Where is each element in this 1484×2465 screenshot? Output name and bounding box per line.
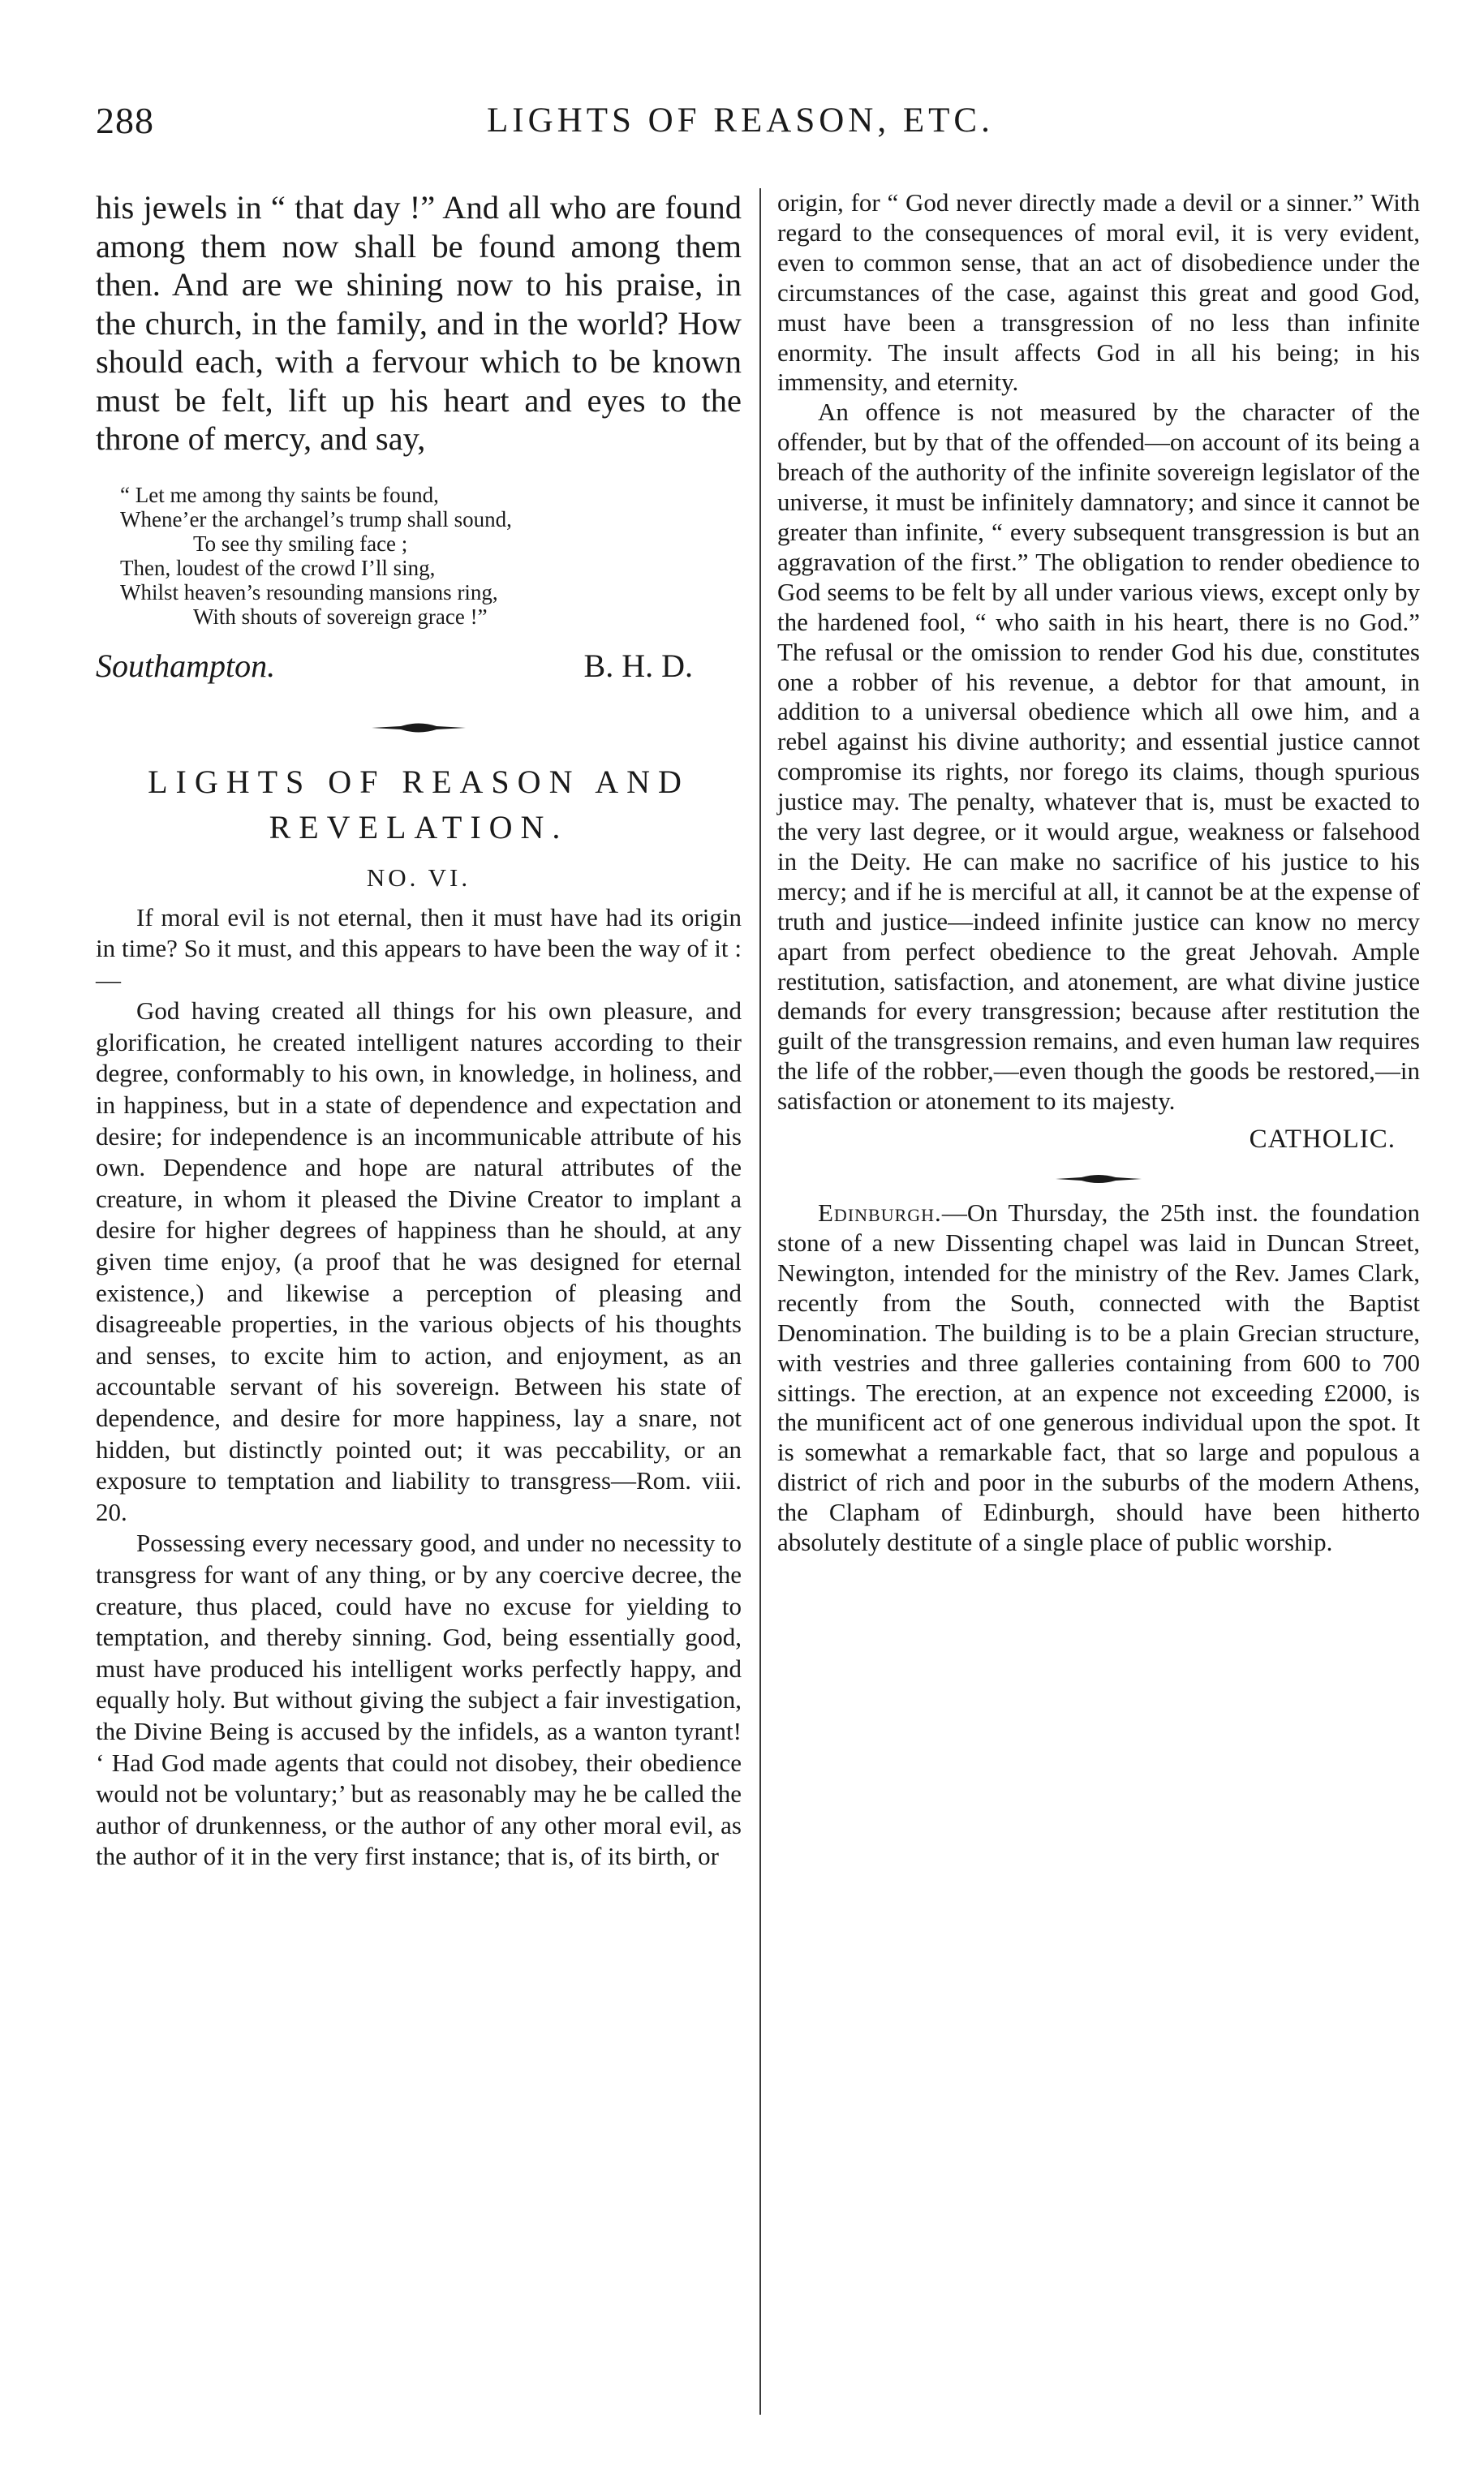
news-item — [777, 1198, 1420, 1558]
news-text: —On Thursday, the 25th inst. the foundation stone of a new Dissenting chapel was laid in Duncan Street, Newington, intended for the ministry of the Rev. James Clark, recently from the South, connected with the Baptist Denomination. The building is to be a plain Grecian structure, with vestries and three galleries containing from 600 to 700 sittings. The erection, at an expence not exceeding £2000, is the munificent act of one generous individual upon the spot. It is somewhat a remarkable fact, that so large and populous a district of rich and poor in the suburbs of the modern Athens, the Clapham of Edinburgh, should have been hitherto absolutely destitute of a single place of public worship. — [777, 1198, 1420, 1557]
flourish-ornament — [1054, 1172, 1143, 1185]
poem — [120, 483, 742, 629]
article-paragraph-4: An offence is not measured by the character of the offender, but by that of the offended—on account of its being a breach of the authority of the infinite sovereign legislator of the universe, it must be infinitely damnatory; and since it cannot be greater than infinite, “ every subsequent transgression is but an aggravation of the first.” The obligation to render obedience to God seems to be felt by all under various views, except only by the hardened fool, “ who saith in his heart, there is no God.” The refusal or the omission to render God his due, constitutes one a robber of his revenue, a debtor for that amount, in addition to a universal obedience which all owe him, and a rebel against his divine authority; and essential justice cannot compromise its rights, nor forego its claims, though spurious justice may. The penalty, whatever that is, must be exacted to the very last degree, or it would argue, weakness or falsehood in the Deity. He can make no sacrifice of his justice to his mercy; and if he is merciful at all, it cannot be at the expense of truth and justice—indeed infinite justice can know no mercy apart from perfect obedience to the great Jehovah. Ample restitution, satisfaction, and atonement, are what divine justice demands for every transgression; because after restitution the guilt of the transgression remains, and even human law requires the life of the robber,—even though the goods be restored,—in satisfaction or atonement to its majesty. — [777, 398, 1420, 1116]
author-signature: CATHOLIC. — [1249, 1125, 1396, 1155]
continued-paragraph: origin, for “ God never directly made a devil or a sinner.” With regard to the consequences of moral evil, it is very evident, even to common sense, that an act of disobedience under the circumstances of the case, against this great and good God, must have been a transgression of no less than infinite enormity. The insult affects God in all his being; in his immensity, and eternity. — [777, 188, 1420, 397]
article-paragraph-1: If moral evil is not eternal, then it must have had its origin in time? So it must, and this appears to have been the way of it :— — [96, 902, 742, 994]
column-divider — [759, 188, 761, 2415]
right-column — [777, 188, 1420, 1558]
signoff-place: Southampton. — [96, 647, 276, 684]
article-paragraph-3: Possessing every necessary good, and under no necessity to transgress for want of any thing, or by any coercive decree, the creature, thus placed, could have no excuse for yielding to temptation, and thereby sinning. God, being essentially good, must have produced his intelligent works perfectly happy, and equally holy. But without giving the subject a fair investigation, the Divine Being is accused by the infidels, as a wanton tyrant! ‘ Had God made agents that could not disobey, their obedience would not be voluntary;’ but as reasonably may he be called the author of drunkenness, or the author of any other moral evil, as the author of it in the very first instance; that is, of its birth, or — [96, 1529, 742, 1871]
news-lead: Edinburgh. — [818, 1198, 942, 1228]
left-column — [96, 188, 742, 1873]
poem-line: “ Let me among thy saints be found, — [120, 482, 439, 507]
page-number: 288 — [96, 100, 154, 141]
poem-line: Then, loudest of the crowd I’ll sing, — [120, 555, 436, 580]
poem-line: With shouts of sovereign grace !” — [193, 604, 488, 629]
article-paragraph-2: God having created all things for his own pleasure, and glorification, he created intelligent natures according to their degree, conformably to his own, in knowledge, in holiness, and in happiness, but in a state of dependence and expectation and desire; for independence is an incommunicable attribute of his own. Dependence and hope are natural attributes of the creature, in whom it pleased the Divine Creator to implant a desire for higher degrees of happiness than he should, at any given time enjoy, (a proof that he was designed for eternal existence,) and likewise a perception of pleasing and disagreeable properties, in the various objects of his thoughts and senses, to excite him to action, and enjoyment, as an accountable servant of his sovereign. Between his state of dependence, and desire for more happiness, lay a snare, not hidden, but distinctly pointed out; it was peccability, or an exposure to temptation and liability to transgress—Rom. viii. 20. — [96, 996, 742, 1526]
article-title-line1: LIGHTS OF REASON AND — [148, 763, 690, 800]
poem-line: Whilst heaven’s resounding mansions ring, — [120, 579, 498, 604]
poem-line: To see thy smiling face ; — [193, 531, 408, 556]
article-number: NO. VI. — [366, 863, 471, 892]
signoff-initials: B. H. D. — [583, 647, 693, 684]
poem-line: Whene’er the archangel’s trump shall sound, — [120, 506, 512, 531]
article-title-line2: REVELATION. — [269, 808, 569, 845]
article-title — [96, 759, 742, 850]
signoff — [96, 647, 742, 685]
flourish-ornament — [370, 721, 467, 735]
intro-paragraph: his jewels in “ that day !” And all who are found among them now shall be found among them then. And are we shining now to his praise, in the church, in the family, and in the world? How should each, with a fervour which to be known must be felt, lift up his heart and eyes to the throne of mercy, and say, — [96, 189, 742, 457]
running-title: LIGHTS OF REASON, ETC. — [487, 101, 994, 140]
